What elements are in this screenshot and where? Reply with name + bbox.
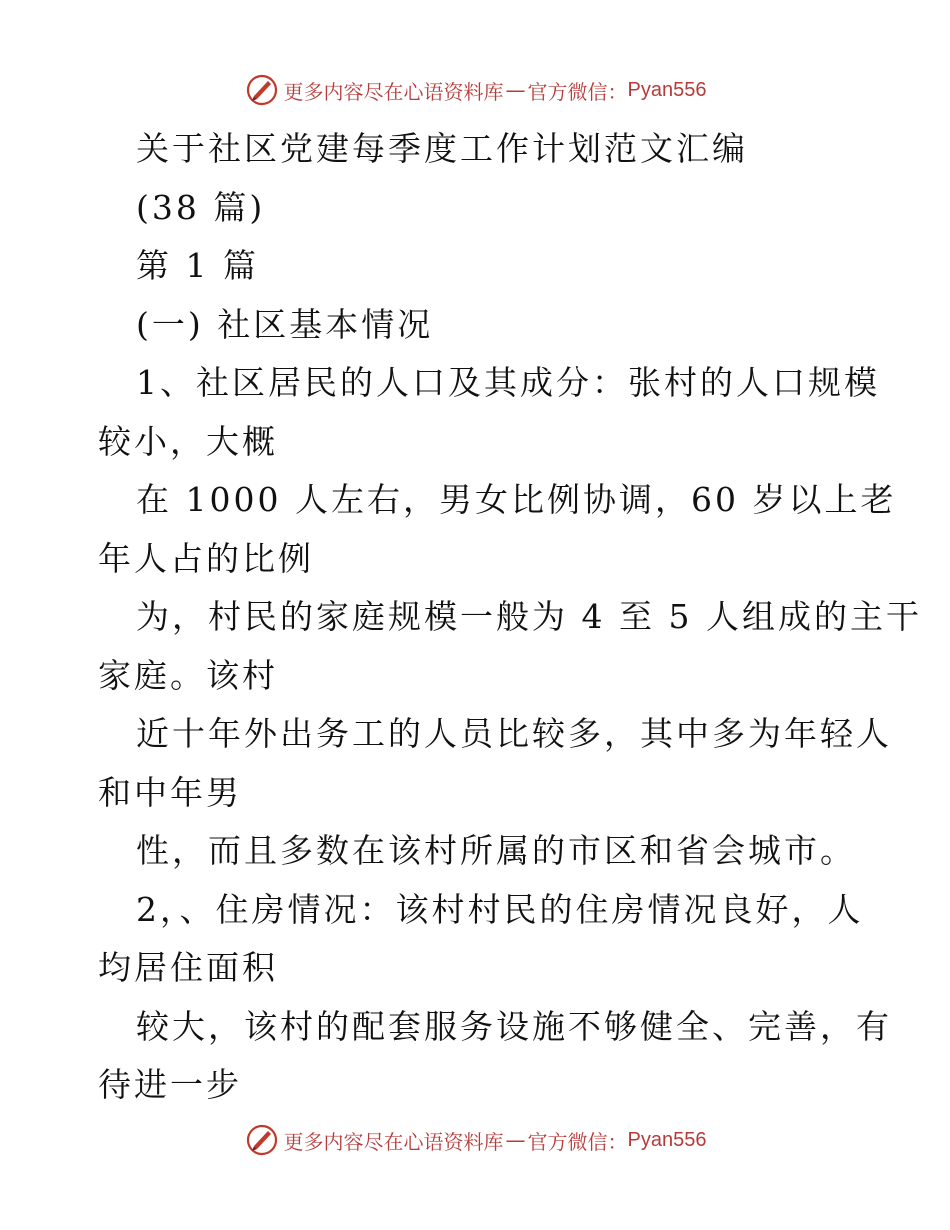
doc-line: 较大，该村的配套服务设施不够健全、完善，有 <box>136 1006 892 1046</box>
doc-subtitle: (38 篇) <box>136 187 266 227</box>
doc-line: 性，而且多数在该村所属的市区和省会城市。 <box>136 831 856 870</box>
watermark-dash: — <box>505 1128 526 1152</box>
doc-line: 为，村民的家庭规模一般为 4 至 5 人组成的主干 <box>136 597 922 636</box>
doc-line: 和中年男 <box>98 772 242 812</box>
document-body <box>98 120 922 1115</box>
watermark-official: 官方微信： <box>527 1129 628 1154</box>
doc-line: 1、社区居民的人口及其成分：张村的人口规模 <box>136 363 880 402</box>
pen-logo-icon <box>244 72 280 108</box>
watermark-text: 更多内容尽在心语资料库 <box>283 1129 504 1154</box>
doc-line: 年人占的比例 <box>98 538 314 578</box>
watermark-id: Pyan556 <box>627 1128 707 1151</box>
watermark-header <box>0 70 950 110</box>
watermark-id: Pyan556 <box>627 78 707 101</box>
doc-line: 家庭。该村 <box>98 655 278 695</box>
doc-line: 较小，大概 <box>98 421 278 461</box>
doc-line: 在 1000 人左右，男女比例协调，60 岁以上老 <box>136 480 897 519</box>
watermark-text: 更多内容尽在心语资料库 <box>283 79 504 104</box>
watermark-official: 官方微信： <box>527 79 628 104</box>
doc-title: 关于社区党建每季度工作计划范文汇编 <box>136 129 748 168</box>
doc-section-heading: 第 1 篇 <box>136 246 259 285</box>
doc-line: 近十年外出务工的人员比较多，其中多为年轻人 <box>136 714 892 753</box>
doc-line: 均居住面积 <box>98 948 278 987</box>
watermark-footer <box>0 1120 950 1160</box>
doc-line: 待进一步 <box>98 1065 242 1104</box>
doc-subheading: (一) 社区基本情况 <box>136 304 434 344</box>
pen-logo-icon <box>244 1122 280 1158</box>
watermark-dash: — <box>505 78 526 102</box>
doc-line: 2，、住房情况：该村村民的住房情况良好，人 <box>136 889 864 929</box>
